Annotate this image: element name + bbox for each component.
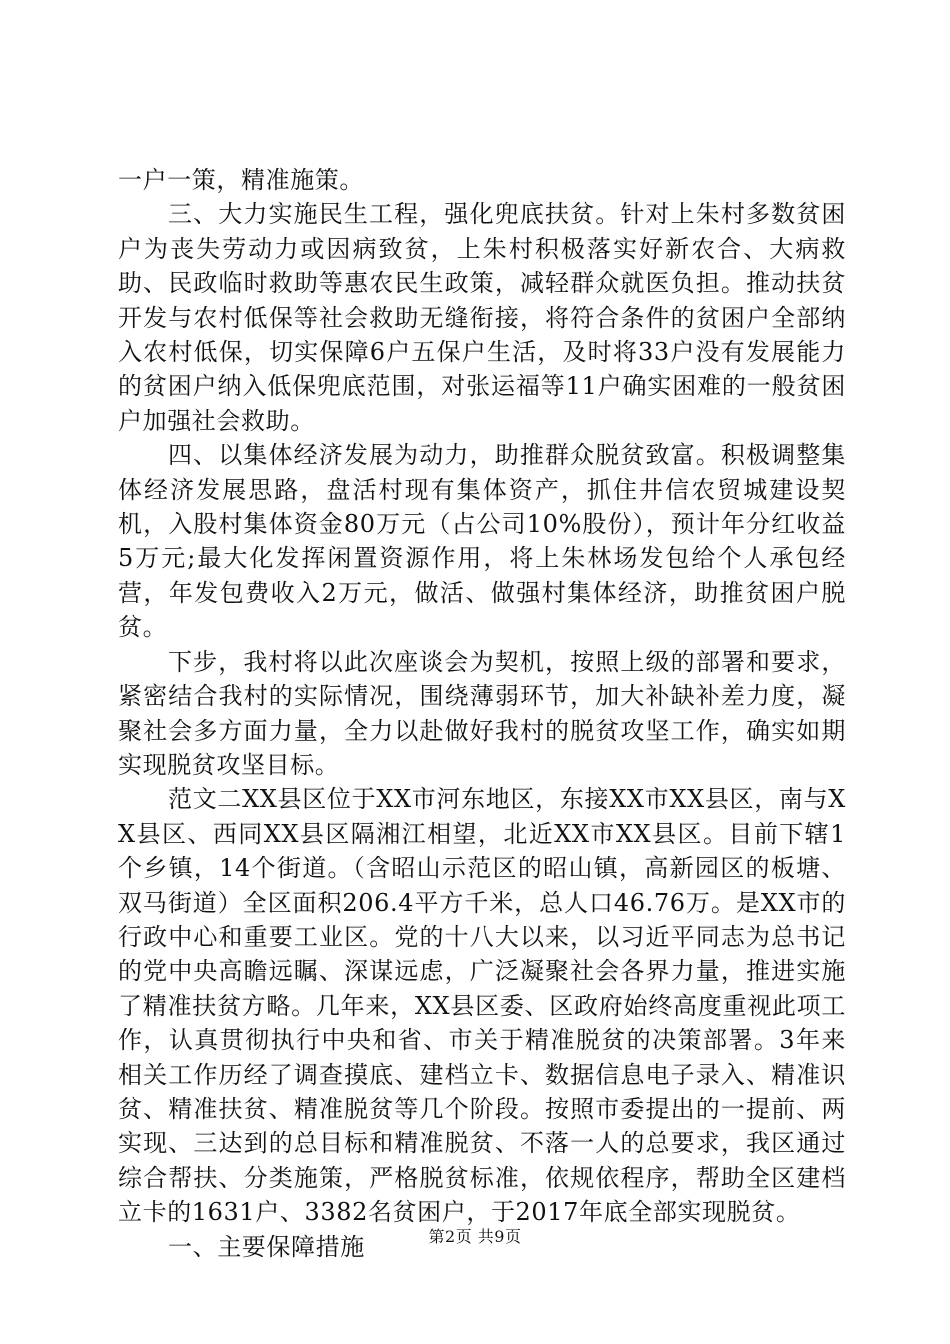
section-heading-main-measures: 一、主要保障措施: [168, 1232, 365, 1261]
paragraph-continuation: 一户一策，精准施策。: [118, 166, 364, 194]
paragraph-section-three: 三、大力实施民生工程，强化兜底扶贫。针对上朱村多数贫困户为丧失劳动力或因病致贫，上朱村积极落实好新农合、大病救助、民政临时救助等惠农民生政策，减轻群众就医负担。推动扶贫开发与农村低保等社会救助无缝衔接，将符合条件的贫困户全部纳入农村低保，切实保障6户五保户生活，及时将33户没有发展能力的贫困户纳入低保兜底范围，对张运福等11户确实困难的一般贫困户加强社会救助。: [118, 200, 846, 435]
paragraph-next-steps: 下步，我村将以此次座谈会为契机，按照上级的部署和要求，紧密结合我村的实际情况，围绕薄弱环节，加大补缺补差力度，凝聚社会多方面力量，全力以赴做好我村的脱贫攻坚工作，确实如期实现脱贫攻坚目标。: [118, 647, 846, 779]
paragraph-section-four: 四、以集体经济发展为动力，助推群众脱贫致富。积极调整集体经济发展思路，盘活村现有集体资产，抓住井信农贸城建设契机，入股村集体资金80万元（占公司10%股份），预计年分红收益5万元;最大化发挥闲置资源作用，将上朱林场发包给个人承包经营，年发包费收入2万元，做活、做强村集体经济，助推贫困户脱贫。: [118, 441, 846, 642]
page-number-footer: 第2页 共9页: [428, 1227, 522, 1246]
document-body: [118, 163, 846, 1264]
paragraph-sample-two: 范文二XX县区位于XX市河东地区，东接XX市XX县区，南与XX县区、西同XX县区隔湘江相望，北近XX市XX县区。目前下辖1个乡镇，14个街道。（含昭山示范区的昭山镇，高新园区的板塘、双马街道）全区面积206.4平方千米，总人口46.76万。是XX市的行政中心和重要工业区。党的十八大以来，以习近平同志为总书记的党中央高瞻远瞩、深谋远虑，广泛凝聚社会各界力量，推进实施了精准扶贫方略。几年来，XX县区委、区政府始终高度重视此项工作，认真贯彻执行中央和省、市关于精准脱贫的决策部署。3年来相关工作历经了调查摸底、建档立卡、数据信息电子录入、精准识贫、精准扶贫、精准脱贫等几个阶段。按照市委提出的一提前、两实现、三达到的总目标和精准脱贫、不落一人的总要求，我区通过综合帮扶、分类施策，严格脱贫标准，依规依程序，帮助全区建档立卡的1631户、3382名贫困户，于2017年底全部实现脱贫。: [118, 785, 846, 1227]
